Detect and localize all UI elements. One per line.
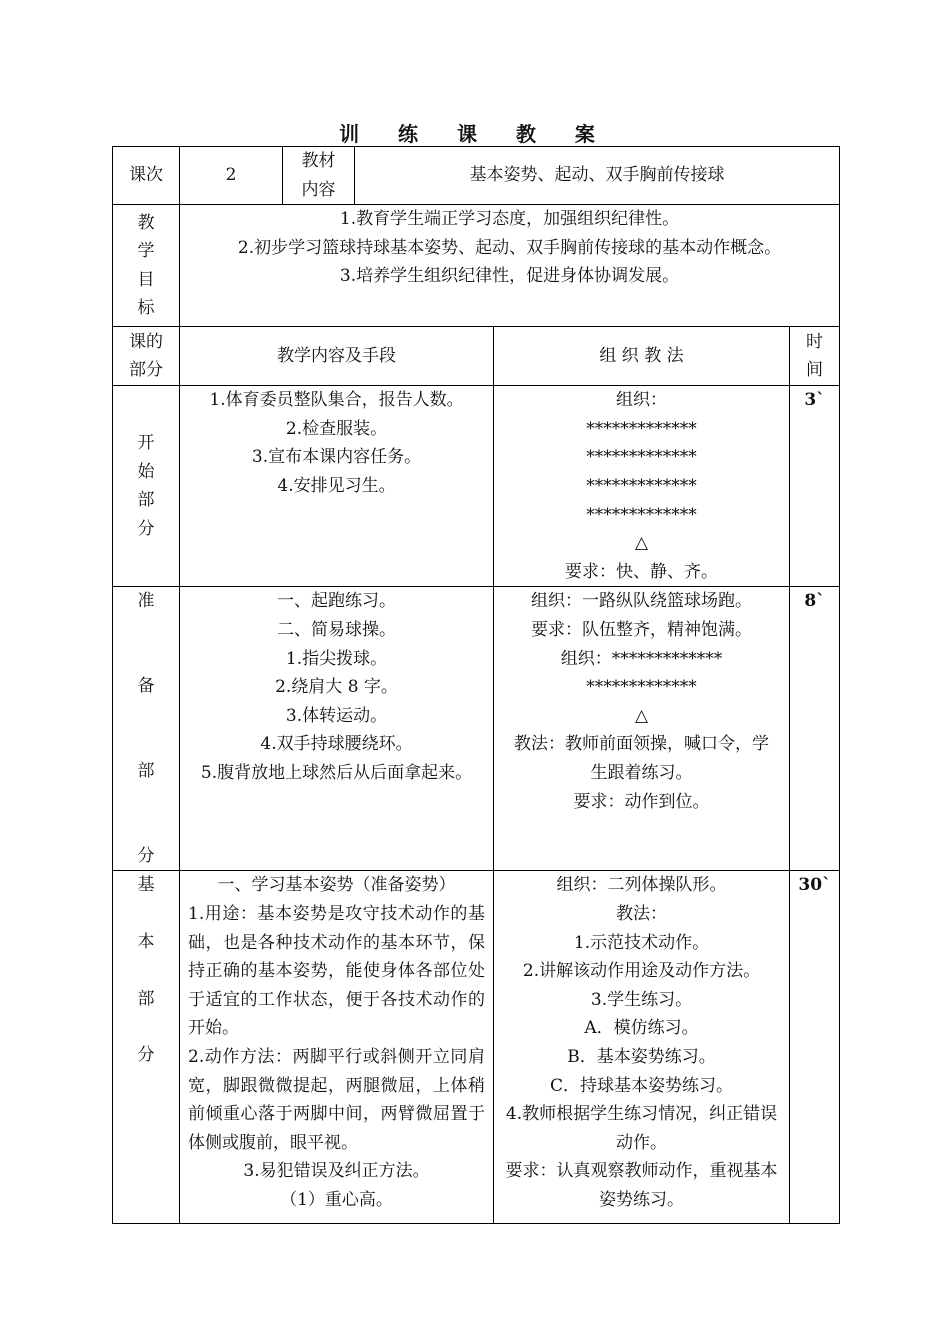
column-header-row xyxy=(113,327,840,386)
material-label xyxy=(283,147,355,205)
method-line: 组织：一路纵队绕篮球场跑。 xyxy=(531,591,752,612)
section-method-cell xyxy=(494,871,790,1224)
section-name-char: 基 xyxy=(137,875,155,896)
col-content-header: 教学内容及手段 xyxy=(180,327,494,386)
section-row-prep xyxy=(113,587,840,871)
content-line: 3.体转运动。 xyxy=(285,705,388,726)
objective-item: 2.初步学习篮球持球基本姿势、起动、双手胸前传接球的基本动作概念。 xyxy=(237,237,782,258)
formation-stars: 组织：************* xyxy=(560,648,723,669)
method-line: 要求：认真观察教师动作，重视基本姿势练习。 xyxy=(505,1161,778,1210)
content-paragraph: 1.用途：基本姿势是攻守技术动作的基础，也是各种技术动作的基本环节，保持正确的基本姿势，能使身体各部位处于适宜的工作状态，便于各技术动作的开始。 xyxy=(188,903,485,1039)
col-part-line-1: 课的 xyxy=(129,331,163,352)
content-line: 3.宣布本课内容任务。 xyxy=(251,447,422,468)
content-line: 3.易犯错误及纠正方法。 xyxy=(243,1161,430,1182)
method-line: 要求：队伍整齐，精神饱满。 xyxy=(531,619,752,640)
section-name xyxy=(116,871,176,1069)
content-line: 1.体育委员整队集合，报告人数。 xyxy=(209,390,464,411)
col-time-line-1: 时 xyxy=(806,331,823,352)
section-name-char: 部 xyxy=(137,988,155,1009)
content-line: 一、起跑练习。 xyxy=(277,591,396,612)
objectives-row xyxy=(113,205,840,327)
section-row-start xyxy=(113,386,840,587)
col-time-line-2: 间 xyxy=(806,360,823,381)
content-line: 5.腹背放地上球然后从后面拿起来。 xyxy=(200,762,473,783)
teacher-triangle: △ xyxy=(634,705,649,726)
section-name-char: 准 xyxy=(137,591,155,612)
method-line: A．模仿练习。 xyxy=(584,1018,699,1039)
content-line: 4.安排见习生。 xyxy=(277,475,396,496)
content-line: 1.指尖拨球。 xyxy=(285,648,388,669)
content-line: （1）重心高。 xyxy=(280,1189,393,1210)
lesson-number: 2 xyxy=(180,147,283,205)
section-name-char: 本 xyxy=(137,931,155,952)
section-name-char: 备 xyxy=(137,676,155,697)
section-content-cell xyxy=(180,871,494,1224)
section-method-cell xyxy=(494,386,790,587)
section-name-char: 分 xyxy=(137,845,155,866)
method-line: 生跟着练习。 xyxy=(590,762,693,783)
method-line: 2.讲解该动作用途及动作方法。 xyxy=(522,961,761,982)
method-line: 教法：教师前面领操，喊口令，学 xyxy=(514,734,769,755)
lesson-plan-table xyxy=(112,146,840,1224)
objective-item: 1.教育学生端正学习态度，加强组织纪律性。 xyxy=(339,209,680,230)
objective-item: 3.培养学生组织纪律性，促进身体协调发展。 xyxy=(339,266,680,287)
col-part-header xyxy=(113,327,180,386)
formation-stars: ************* xyxy=(586,677,697,698)
method-line: 组织：二列体操队形。 xyxy=(556,875,727,896)
material-label-line-2: 内容 xyxy=(301,179,336,200)
page-title: 训 练 课 教 案 xyxy=(339,122,611,146)
objectives-label-cell xyxy=(113,205,180,327)
col-method-header: 组 织 教 法 xyxy=(494,327,790,386)
teacher-triangle: △ xyxy=(634,533,649,554)
content-line: 一、学习基本姿势（准备姿势） xyxy=(217,875,456,896)
content-line: 2.绕肩大 8 字。 xyxy=(275,677,398,698)
method-line: 教法： xyxy=(616,903,667,924)
objectives-cell xyxy=(180,205,840,327)
method-line: 3.学生练习。 xyxy=(590,989,693,1010)
section-name-cell xyxy=(113,386,180,587)
section-time: 3` xyxy=(790,386,840,587)
formation-stars: ************* xyxy=(586,504,697,525)
section-name: 开始部分 xyxy=(137,433,155,539)
section-name xyxy=(113,587,179,870)
section-time: 30` xyxy=(790,871,840,1224)
section-content-cell xyxy=(180,386,494,587)
lesson-label: 课次 xyxy=(113,147,180,205)
col-time-header xyxy=(790,327,840,386)
section-name-char: 分 xyxy=(137,1045,155,1066)
material-content: 基本姿势、起动、双手胸前传接球 xyxy=(355,147,840,205)
formation-stars: ************* xyxy=(586,475,697,496)
content-line: 二、简易球操。 xyxy=(277,619,396,640)
content-line: 4.双手持球腰绕环。 xyxy=(260,734,413,755)
section-content-cell xyxy=(180,587,494,871)
material-label-line-1: 教材 xyxy=(301,151,336,171)
method-line: 4.教师根据学生练习情况，纠正错误动作。 xyxy=(505,1104,778,1153)
content-line: 2.检查服装。 xyxy=(285,418,388,439)
method-line: B．基本姿势练习。 xyxy=(567,1046,716,1067)
method-line: 要求：快、静、齐。 xyxy=(565,561,718,582)
formation-stars: ************* xyxy=(586,418,697,439)
section-method-cell xyxy=(494,587,790,871)
method-line: C．持球基本姿势练习。 xyxy=(549,1075,733,1096)
formation-stars: ************* xyxy=(586,447,697,468)
section-row-main xyxy=(113,871,840,1224)
objectives-label: 教学目标 xyxy=(137,212,155,319)
col-part-line-2: 部分 xyxy=(129,360,163,381)
section-name-cell xyxy=(113,587,180,871)
section-name-cell xyxy=(113,871,180,1224)
section-name-char: 部 xyxy=(137,760,155,781)
method-line: 1.示范技术动作。 xyxy=(573,932,710,953)
section-time: 8` xyxy=(790,587,840,871)
content-paragraph: 2.动作方法：两脚平行或斜侧开立同肩宽，脚跟微微提起，两腿微屈，上体稍前倾重心落于两脚中间，两臂微屈置于体侧或腹前，眼平视。 xyxy=(188,1046,485,1153)
method-line: 要求：动作到位。 xyxy=(573,791,710,812)
method-line: 组织： xyxy=(616,390,667,411)
header-row xyxy=(113,147,840,205)
